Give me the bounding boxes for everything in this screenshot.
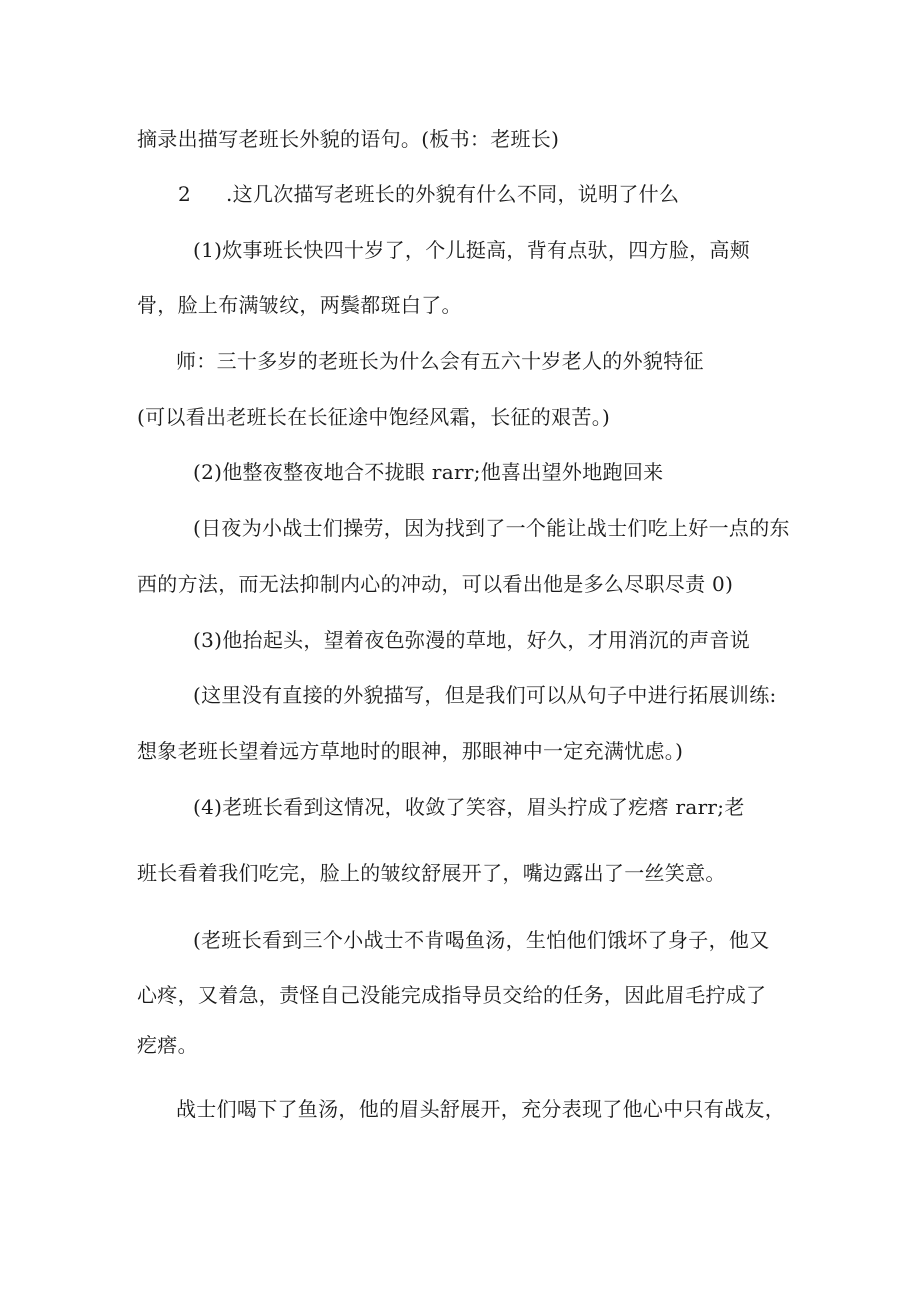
text-line: 摘录出描写老班长外貌的语句。(板书：老班长) — [137, 127, 560, 151]
text-line: 疙瘩。 — [137, 1033, 198, 1057]
text-line: 西的方法，而无法抑制内心的冲动，可以看出他是多么尽职尽责 0) — [137, 572, 734, 596]
text-line: (日夜为小战士们操劳，因为找到了一个能让战士们吃上好一点的东 — [193, 516, 790, 540]
text-line: 想象老班长望着远方草地时的眼神，那眼神中一定充满忧虑。) — [137, 739, 684, 763]
text-line: (4)老班长看到这情况，收敛了笑容，眉头拧成了疙瘩 rarr;老 — [193, 795, 745, 819]
text-line: 骨，脸上布满皱纹，两鬓都斑白了。 — [137, 293, 462, 317]
text-line: 战士们喝下了鱼汤，他的眉头舒展开，充分表现了他心中只有战友， — [176, 1097, 785, 1121]
numbered-item — [178, 182, 679, 206]
text-line: (2)他整夜整夜地合不拢眼 rarr;他喜出望外地跑回来 — [193, 460, 664, 484]
text-line: (3)他抬起头，望着夜色弥漫的草地，好久，才用消沉的声音说 — [193, 628, 751, 652]
text-line: 班长看着我们吃完，脸上的皱纹舒展开了，嘴边露出了一丝笑意。 — [137, 861, 726, 885]
text-line: (1)炊事班长快四十岁了，个儿挺高，背有点驮，四方脸，高颊 — [193, 238, 751, 262]
item-text: .这几次描写老班长的外貌有什么不同，说明了什么 — [226, 182, 680, 206]
text-line: (这里没有直接的外貌描写，但是我们可以从句子中进行拓展训练: — [193, 683, 777, 707]
text-line: 心疼，又着急，责怪自己没能完成指导员交给的任务，因此眉毛拧成了 — [137, 983, 767, 1007]
text-line: (可以看出老班长在长征途中饱经风霜，长征的艰苦。) — [137, 405, 611, 429]
text-line: 师：三十多岁的老班长为什么会有五六十岁老人的外貌特征 — [176, 349, 704, 373]
text-line: (老班长看到三个小战士不肯喝鱼汤，生怕他们饿坏了身子，他又 — [193, 928, 770, 952]
item-number: 2 — [178, 182, 192, 206]
